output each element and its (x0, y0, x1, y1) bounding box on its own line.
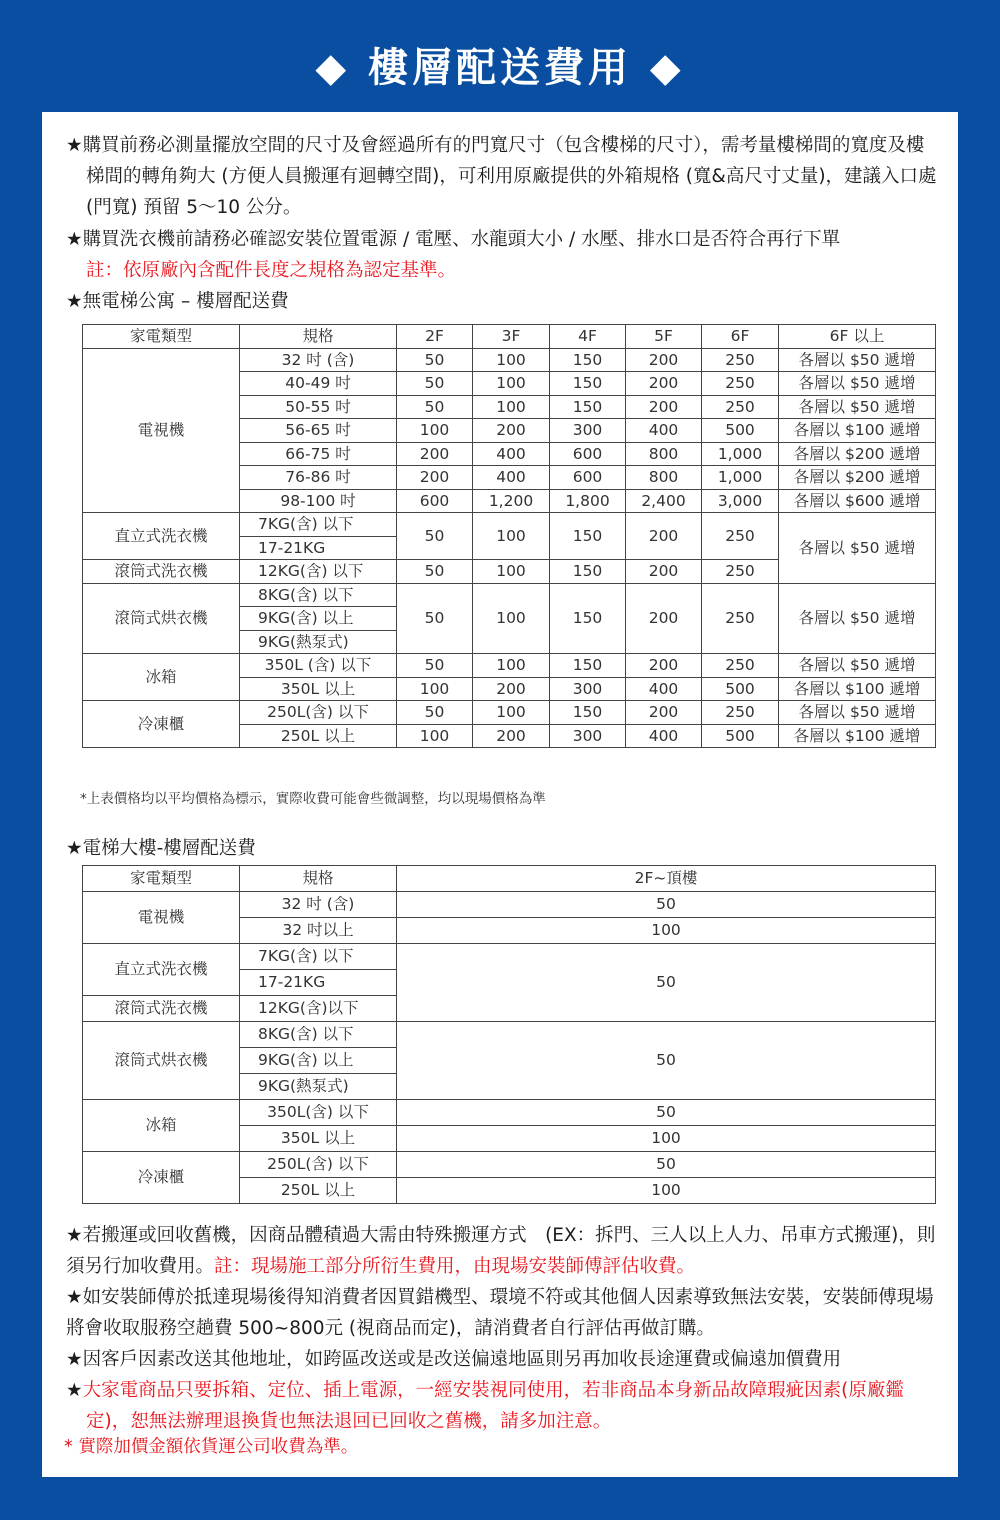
elevator-fee-table (82, 865, 936, 1204)
table-row (83, 701, 936, 725)
increment-cell: 各層以 $100 遞增 (779, 724, 936, 748)
recycle-note-text: ★若搬運或回收舊機，因商品體積過大需由特殊搬運方式 (EX：拆門、三人以上人力、吊車方式搬運)，則須另行加收費用。 (66, 1225, 936, 1277)
category-cell: 滾筒式洗衣機 (83, 560, 240, 584)
price-cell: 100 (397, 677, 473, 701)
spec-cell: 56-65 吋 (240, 419, 397, 443)
price-cell: 200 (397, 466, 473, 490)
price-cell: 1,000 (702, 442, 779, 466)
price-cell: 150 (550, 701, 626, 725)
intro-measure-note (66, 130, 940, 223)
price-cell: 400 (626, 677, 702, 701)
spec-cell: 8KG(含) 以下 (240, 583, 397, 607)
price-cell: 400 (626, 419, 702, 443)
price-cell: 200 (626, 560, 702, 584)
price-cell: 100 (473, 395, 550, 419)
category-cell: 滾筒式洗衣機 (83, 996, 240, 1022)
price-cell: 50 (397, 1022, 936, 1100)
price-cell: 200 (626, 583, 702, 654)
price-cell: 200 (626, 654, 702, 678)
price-cell: 600 (397, 489, 473, 513)
price-cell: 100 (473, 701, 550, 725)
spec-cell: 98-100 吋 (240, 489, 397, 513)
price-cell: 50 (397, 395, 473, 419)
header-cell: 2F (397, 325, 473, 349)
price-cell: 250 (702, 583, 779, 654)
price-cell: 100 (397, 1178, 936, 1204)
price-cell: 250 (702, 372, 779, 396)
price-cell: 200 (626, 348, 702, 372)
price-cell: 150 (550, 513, 626, 560)
spec-cell: 17-21KG (240, 536, 397, 560)
footer-recycle-note (66, 1220, 940, 1282)
spec-cell: 350L (含) 以下 (240, 654, 397, 678)
header-cell: 5F (626, 325, 702, 349)
price-cell: 50 (397, 513, 473, 560)
spec-cell: 8KG(含) 以下 (240, 1022, 397, 1048)
increment-cell: 各層以 $50 遞增 (779, 372, 936, 396)
table-header-row (83, 866, 936, 892)
header-cell: 6F (702, 325, 779, 349)
table-row (83, 1100, 936, 1126)
price-cell: 100 (473, 560, 550, 584)
footer-return-note (66, 1375, 940, 1437)
section2-title: ★電梯大樓-樓層配送費 (66, 838, 256, 859)
price-cell: 150 (550, 583, 626, 654)
price-cell: 100 (473, 348, 550, 372)
table-row (83, 513, 936, 537)
price-cell: 600 (550, 442, 626, 466)
price-cell: 800 (626, 442, 702, 466)
category-cell: 滾筒式烘衣機 (83, 583, 240, 654)
price-cell: 100 (473, 513, 550, 560)
page-title: ◆ 樓層配送費用 ◆ (315, 45, 685, 91)
category-cell: 電視機 (83, 348, 240, 513)
intro-washer-note: ★購買洗衣機前請務必確認安裝位置電源 / 電壓、水龍頭大小 / 水壓、排水口是否符合再行下單 (66, 229, 841, 250)
spec-cell: 350L 以上 (240, 1126, 397, 1152)
table-row (83, 1152, 936, 1178)
price-cell: 200 (473, 724, 550, 748)
table-row (83, 1022, 936, 1048)
category-cell: 電視機 (83, 892, 240, 944)
category-cell: 直立式洗衣機 (83, 944, 240, 996)
price-cell: 200 (626, 372, 702, 396)
category-cell: 冰箱 (83, 1100, 240, 1152)
increment-cell: 各層以 $50 遞增 (779, 654, 936, 678)
category-cell: 冰箱 (83, 654, 240, 701)
category-cell: 直立式洗衣機 (83, 513, 240, 560)
spec-cell: 32 吋以上 (240, 918, 397, 944)
table-row (83, 348, 936, 372)
price-cell: 400 (626, 724, 702, 748)
price-cell: 3,000 (702, 489, 779, 513)
spec-cell: 350L 以上 (240, 677, 397, 701)
footer-install-note: ★如安裝師傅於抵達現場後得知消費者因買錯機型、環境不符或其他個人因素導致無法安裝，安裝師傅現場將會收取服務空趟費 500~800元 (視商品而定)，請消費者自行評估再做訂購。 (66, 1287, 934, 1339)
increment-cell: 各層以 $50 遞增 (779, 348, 936, 372)
price-cell: 600 (550, 466, 626, 490)
spec-cell: 50-55 吋 (240, 395, 397, 419)
price-cell: 200 (473, 419, 550, 443)
price-cell: 50 (397, 348, 473, 372)
spec-cell: 350L(含) 以下 (240, 1100, 397, 1126)
header-cell: 規格 (240, 325, 397, 349)
price-cell: 100 (397, 918, 936, 944)
table-row (83, 654, 936, 678)
footer-address-note: ★因客戶因素改送其他地址，如跨區改送或是改送偏遠地區則另再加收長途運費或偏遠加價費用 (66, 1349, 842, 1370)
price-cell: 150 (550, 372, 626, 396)
price-cell: 200 (397, 442, 473, 466)
price-cell: 400 (473, 442, 550, 466)
table-row (83, 583, 936, 607)
table-row (83, 944, 936, 970)
increment-cell: 各層以 $50 遞增 (779, 395, 936, 419)
price-cell: 100 (397, 724, 473, 748)
spec-cell: 12KG(含) 以下 (240, 560, 397, 584)
price-cell: 50 (397, 583, 473, 654)
price-cell: 250 (702, 513, 779, 560)
spec-cell: 250L(含) 以下 (240, 701, 397, 725)
price-cell: 1,000 (702, 466, 779, 490)
price-cell: 250 (702, 560, 779, 584)
price-cell: 150 (550, 348, 626, 372)
category-cell: 冷凍櫃 (83, 701, 240, 748)
spec-cell: 250L 以上 (240, 724, 397, 748)
price-cell: 100 (397, 1126, 936, 1152)
header-cell: 家電類型 (83, 866, 240, 892)
spec-cell: 32 吋 (含) (240, 348, 397, 372)
table-row (83, 892, 936, 918)
intro-red-note: 註：依原廠內含配件長度之規格為認定基準。 (86, 260, 457, 281)
price-cell: 300 (550, 724, 626, 748)
price-cell: 50 (397, 372, 473, 396)
price-cell: 50 (397, 892, 936, 918)
category-cell: 滾筒式烘衣機 (83, 1022, 240, 1100)
increment-cell: 各層以 $100 遞增 (779, 419, 936, 443)
price-cell: 1,200 (473, 489, 550, 513)
header-cell: 4F (550, 325, 626, 349)
increment-cell: 各層以 $50 遞增 (779, 701, 936, 725)
increment-cell: 各層以 $600 遞增 (779, 489, 936, 513)
price-cell: 500 (702, 419, 779, 443)
category-cell: 冷凍櫃 (83, 1152, 240, 1204)
spec-cell: 250L 以上 (240, 1178, 397, 1204)
increment-cell: 各層以 $200 遞增 (779, 466, 936, 490)
price-cell: 300 (550, 419, 626, 443)
price-cell: 100 (473, 583, 550, 654)
price-cell: 200 (473, 677, 550, 701)
header-cell: 3F (473, 325, 550, 349)
price-cell: 1,800 (550, 489, 626, 513)
price-cell: 400 (473, 466, 550, 490)
price-cell: 50 (397, 1100, 936, 1126)
price-cell: 200 (626, 513, 702, 560)
increment-cell: 各層以 $200 遞增 (779, 442, 936, 466)
price-cell: 300 (550, 677, 626, 701)
section1-title: ★無電梯公寓 – 樓層配送費 (66, 291, 289, 312)
header-cell: 規格 (240, 866, 397, 892)
spec-cell: 9KG(熱泵式) (240, 630, 397, 654)
price-cell: 50 (397, 944, 936, 1022)
header-cell: 6F 以上 (779, 325, 936, 349)
price-cell: 50 (397, 701, 473, 725)
increment-cell: 各層以 $50 遞增 (779, 513, 936, 584)
price-cell: 250 (702, 701, 779, 725)
price-cell: 50 (397, 654, 473, 678)
price-cell: 500 (702, 724, 779, 748)
price-cell: 150 (550, 395, 626, 419)
footer-surcharge-note: * 實際加價金額依貨運公司收費為準。 (64, 1437, 359, 1457)
price-cell: 250 (702, 654, 779, 678)
price-cell: 100 (473, 654, 550, 678)
price-cell: 50 (397, 560, 473, 584)
spec-cell: 17-21KG (240, 970, 397, 996)
price-cell: 250 (702, 395, 779, 419)
spec-cell: 12KG(含)以下 (240, 996, 397, 1022)
spec-cell: 7KG(含) 以下 (240, 513, 397, 537)
header-cell: 家電類型 (83, 325, 240, 349)
price-cell: 50 (397, 1152, 936, 1178)
price-cell: 100 (397, 419, 473, 443)
price-cell: 150 (550, 560, 626, 584)
table-header-row (83, 325, 936, 349)
increment-cell: 各層以 $50 遞增 (779, 583, 936, 654)
header-cell: 2F~頂樓 (397, 866, 936, 892)
spec-cell: 40-49 吋 (240, 372, 397, 396)
price-cell: 2,400 (626, 489, 702, 513)
spec-cell: 32 吋 (含) (240, 892, 397, 918)
price-cell: 200 (626, 701, 702, 725)
price-cell: 100 (473, 372, 550, 396)
spec-cell: 9KG(熱泵式) (240, 1074, 397, 1100)
spec-cell: 66-75 吋 (240, 442, 397, 466)
price-cell: 500 (702, 677, 779, 701)
price-cell: 250 (702, 348, 779, 372)
spec-cell: 7KG(含) 以下 (240, 944, 397, 970)
no-elevator-fee-table (82, 324, 936, 748)
spec-cell: 250L(含) 以下 (240, 1152, 397, 1178)
increment-cell: 各層以 $100 遞增 (779, 677, 936, 701)
recycle-note-red: 註：現場施工部分所衍生費用，由現場安裝師傅評估收費。 (214, 1256, 696, 1277)
return-note-red: 大家電商品只要拆箱、定位、插上電源，一經安裝視同使用，若非商品本身新品故障瑕疵因素(原廠鑑定)，恕無法辦理退換貨也無法退回已回收之舊機，請多加注意。 (82, 1380, 904, 1432)
intro-measure-text: ★購買前務必測量擺放空間的尺寸及會經過所有的門寬尺寸（包含樓梯的尺寸），需考量樓梯間的寬度及樓梯間的轉角夠大 (方便人員搬運有迴轉空間)，可利用原廠提供的外箱規格 (寬&高尺寸丈量)，建議入口處 (門寬) 預留 5～10 公分。 (66, 135, 937, 218)
content-card (42, 112, 958, 1477)
table1-note: *上表價格均以平均價格為標示，實際收費可能會些微調整，均以現場價格為準 (80, 791, 546, 807)
price-cell: 150 (550, 654, 626, 678)
price-cell: 800 (626, 466, 702, 490)
price-cell: 200 (626, 395, 702, 419)
return-note-star: ★ (66, 1380, 83, 1401)
spec-cell: 9KG(含) 以上 (240, 1048, 397, 1074)
spec-cell: 76-86 吋 (240, 466, 397, 490)
spec-cell: 9KG(含) 以上 (240, 607, 397, 631)
